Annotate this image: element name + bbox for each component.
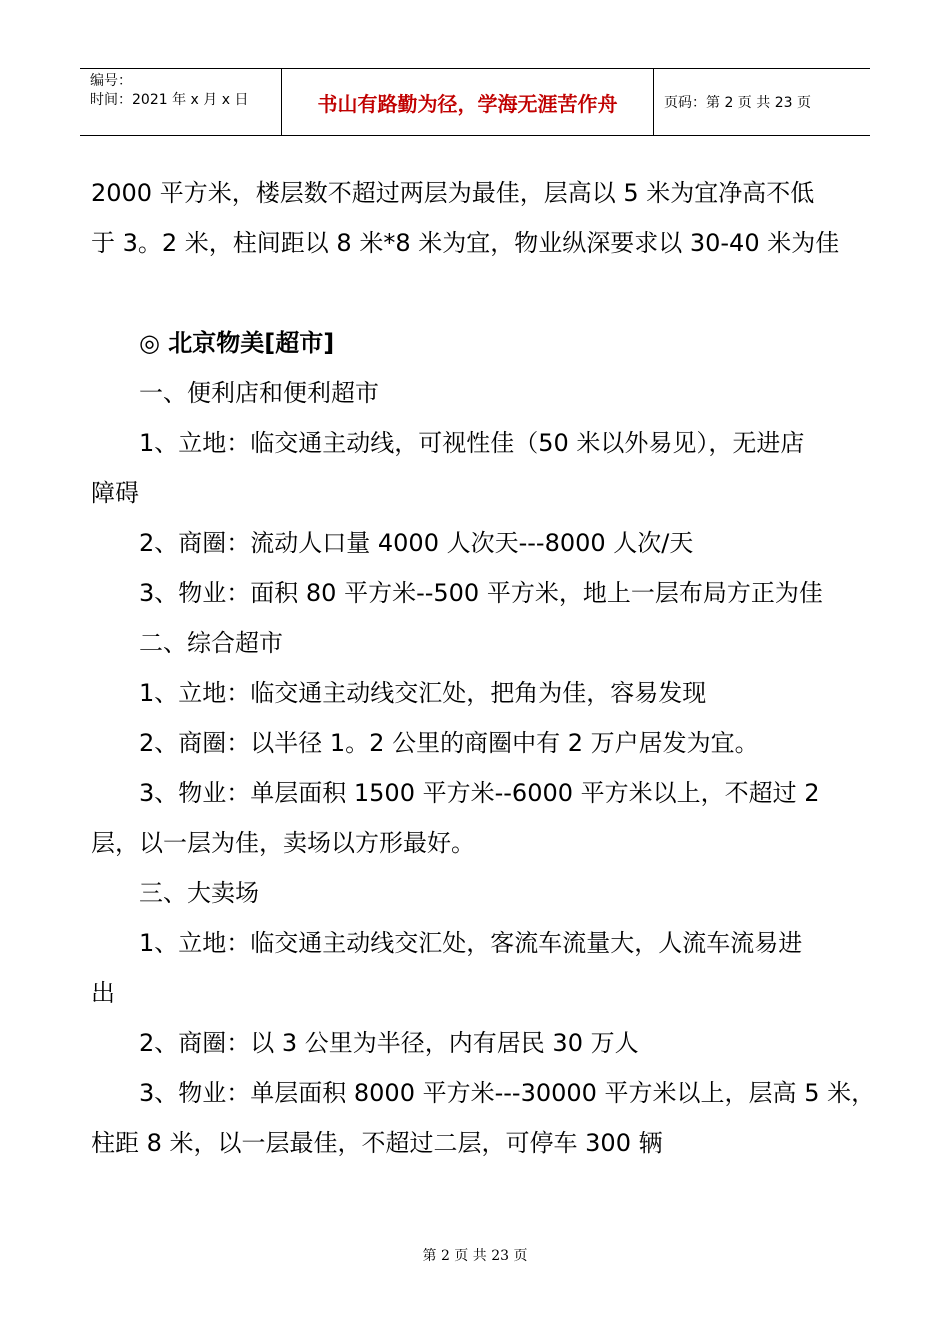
list-item: 3、物业：单层面积 8000 平方米---30000 平方米以上，层高 5 米， [139,1079,876,1107]
document-body [91,168,876,1168]
header-motto: 书山有路勤为径，学海无涯苦作舟 [282,69,654,135]
document-number-label: 编号： [90,73,132,89]
list-item: 障碍 [91,479,139,507]
list-item: 1、立地：临交通主动线交汇处，客流车流量大，人流车流易进 [139,929,803,957]
list-item: 2、商圈：以 3 公里为半径，内有居民 30 万人 [139,1029,639,1057]
body-line: 于 3。2 米，柱间距以 8 米*8 米为宜，物业纵深要求以 30-40 米为佳 [91,229,840,257]
header-page-number: 页码：第 2 页 共 23 页 [664,95,811,111]
list-item: 2、商圈：以半径 1。2 公里的商圈中有 2 万户居发为宜。 [139,729,759,757]
list-item: 柱距 8 米，以一层最佳，不超过二层，可停车 300 辆 [91,1129,663,1157]
body-line: 2000 平方米，楼层数不超过两层为最佳，层高以 5 米为宜净高不低 [91,179,815,207]
list-item: 层，以一层为佳，卖场以方形最好。 [91,829,475,857]
list-item: 3、物业：面积 80 平方米--500 平方米，地上一层布局方正为佳 [139,579,823,607]
document-date-label: 时间：2021 年 x 月 x 日 [90,92,249,108]
page-footer: 第 2 页 共 23 页 [422,1248,528,1264]
list-item: 三、大卖场 [139,879,259,907]
list-item: 出 [91,979,115,1007]
section-title: ◎ 北京物美[超市] [139,329,335,357]
page-header [80,68,870,136]
list-item: 2、商圈：流动人口量 4000 人次天---8000 人次/天 [139,529,694,557]
list-item: 3、物业：单层面积 1500 平方米--6000 平方米以上，不超过 2 [139,779,820,807]
header-meta [80,69,282,135]
list-item: 1、立地：临交通主动线，可视性佳（50 米以外易见），无进店 [139,429,805,457]
list-item: 二、综合超市 [139,629,283,657]
list-item: 1、立地：临交通主动线交汇处，把角为佳，容易发现 [139,679,707,707]
list-item: 一、便利店和便利超市 [139,379,379,407]
